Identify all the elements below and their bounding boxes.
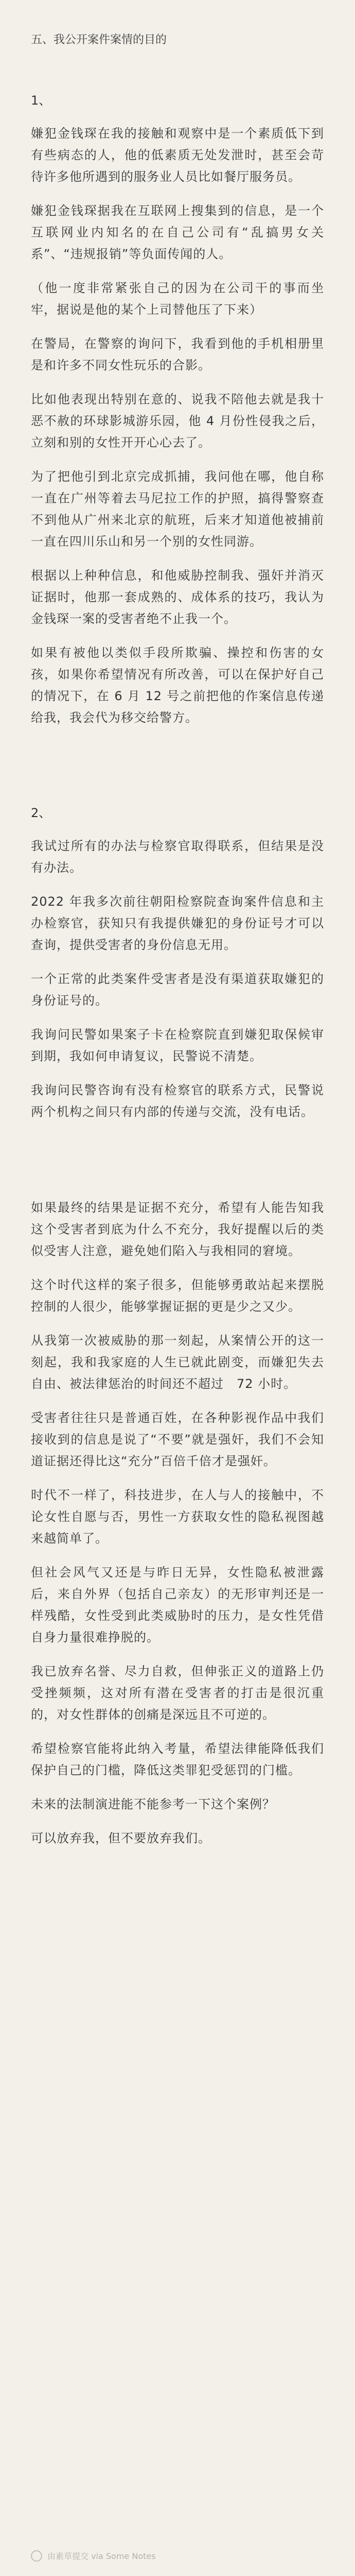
app-logo-icon <box>31 2550 42 2562</box>
note-footer <box>31 2550 156 2562</box>
section-heading: 五、我公开案件案情的目的 <box>31 33 167 46</box>
footer-text: 由素草提交 via Some Notes <box>47 2551 156 2561</box>
paragraph: 时代不一样了，科技进步，在人与人的接触中，不论女性自愿与否，男性一方获取女性的隐私视图越来越简单了。 <box>31 1488 324 1546</box>
paragraph: 在警局，在警察的询问下，我看到他的手机相册里是和许多不同女性玩乐的合影。 <box>31 336 324 372</box>
paragraph: 嫌犯金钱琛据我在互联网上搜集到的信息，是一个互联网业内知名的在自己公司有“乱搞男女关系”、“违规报销”等负面传闻的人。 <box>31 204 324 261</box>
note-content <box>31 31 324 1861</box>
part-number: 2、 <box>31 806 51 820</box>
paragraph: 这个时代这样的案子很多，但能够勇敢站起来摆脱控制的人很少，能够掌握证据的更是少之又少。 <box>31 1278 324 1314</box>
part-number: 1、 <box>31 93 51 108</box>
paragraph: 为了把他引到北京完成抓捕，我问他在哪，他自称一直在广州等着去马尼拉工作的护照，搞得警察查不到他从广州来北京的航班，后来才知道他被捕前一直在四川乐山和另一个别的女性同游。 <box>31 469 324 549</box>
paragraph: 受害者往往只是普通百姓，在各种影视作品中我们接收到的信息是说了“不要”就是强奸，我们不会知道证据还得比这“充分”百倍千倍才是强奸。 <box>31 1411 324 1468</box>
paragraph: 希望检察官能将此纳入考量，希望法律能降低我们保护自己的门槛，降低这类罪犯受惩罚的门槛。 <box>31 1741 324 1777</box>
paragraph: 如果有被他以类似手段所欺骗、操控和伤害的女孩，如果你希望情况有所改善，可以在保护好自己的情况下，在 6 月 12 号之前把他的作案信息传递给我，我会代为移交给警方。 <box>31 646 324 725</box>
paragraph: 2022 年我多次前往朝阳检察院查询案件信息和主办检察官，获知只有我提供嫌犯的身份证号才可以查询，提供受害者的身份信息无用。 <box>31 894 324 952</box>
paragraph: 我已放弃名誉、尽力自救，但伸张正义的道路上仍受挫频频，这对所有潜在受害者的打击是很沉重的，对女性群体的创痛是深远且不可逆的。 <box>31 1664 324 1722</box>
paragraph: 根据以上种种信息，和他威胁控制我、强奸并消灭证据时，他那一套成熟的、成体系的技巧，我认为金钱琛一案的受害者绝不止我一个。 <box>31 568 324 626</box>
paragraph: 未来的法制演进能不能参考一下这个案例？ <box>31 1797 275 1811</box>
paragraph: 比如他表现出特别在意的、说我不陪他去就是我十恶不赦的环球影城游乐园，他 4 月份性侵我之后，立刻和别的女性开开心心去了。 <box>31 392 324 450</box>
paragraph: 如果最终的结果是证据不充分，希望有人能告知我这个受害者到底为什么不充分，我好提醒以后的类似受害人注意，避免她们陷入与我相同的窘境。 <box>31 1200 324 1258</box>
paragraph: 我询问民警如果案子卡在检察院直到嫌犯取保候审到期，我如何申请复议，民警说不清楚。 <box>31 1027 324 1063</box>
paragraph: 可以放弃我，但不要放弃我们。 <box>31 1831 211 1845</box>
paragraph: 嫌犯金钱琛在我的接触和观察中是一个素质低下到有些病态的人，他的低素质无处发泄时，甚至会苛待许多他所遇到的服务业人员比如餐厅服务员。 <box>31 126 324 184</box>
paragraph: 一个正常的此类案件受害者是没有渠道获取嫌犯的身份证号的。 <box>31 972 324 1008</box>
paragraph: 从我第一次被威胁的那一刻起，从案情公开的这一刻起，我和我家庭的人生已就此剧变，而嫌犯失去自由、被法律惩治的时间还不超过 72 小时。 <box>31 1333 324 1391</box>
paragraph: 我询问民警咨询有没有检察官的联系方式，民警说两个机构之间只有内部的传递与交流，没有电话。 <box>31 1083 324 1119</box>
paragraph: 我试过所有的办法与检察官取得联系，但结果是没有办法。 <box>31 839 324 875</box>
paragraph: 但社会风气又还是与昨日无异，女性隐私被泄露后，来自外界（包括自己亲友）的无形审判还是一样残酷，女性受到此类威胁时的压力，是女性凭借自身力量很难挣脱的。 <box>31 1565 324 1645</box>
paragraph: （他一度非常紧张自己的因为在公司干的事而坐牢，据说是他的某个上司替他压了下来） <box>31 281 324 317</box>
